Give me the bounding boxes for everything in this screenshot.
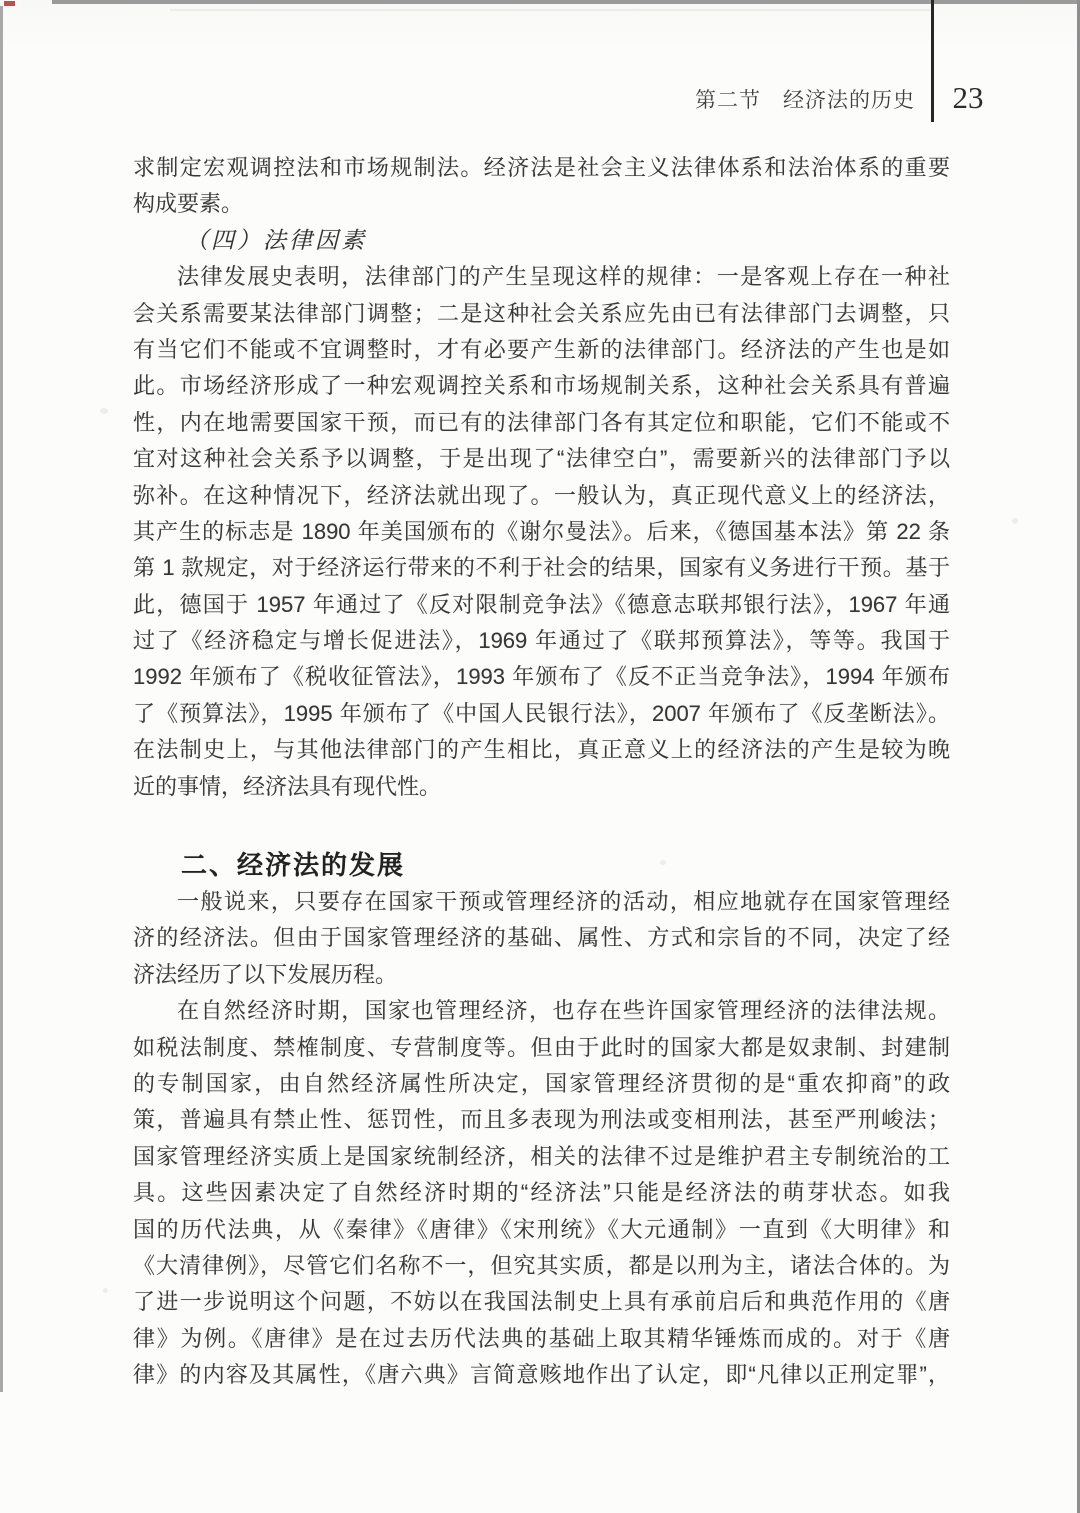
text-line: 弥补。在这种情况下，经济法就出现了。一般认为，真正现代意义上的经济法， [133, 482, 950, 508]
scan-speck [100, 408, 108, 414]
text-line: 了进一步说明这个问题，不妨以在我国法制史上具有承前启后和典范作用的《唐 [133, 1289, 950, 1315]
sub-heading [133, 223, 950, 259]
text-line: 会关系需要某法律部门调整；二是这种社会关系应先由已有法律部门去调整，只 [133, 300, 950, 326]
text-line: 过了《经济稳定与增长促进法》，1969 年通过了《联邦预算法》，等等。我国于 [133, 628, 950, 654]
text-line: 具。这些因素决定了自然经济时期的“经济法”只能是经济法的萌芽状态。如我 [133, 1180, 950, 1206]
text-line: 性，内在地需要国家干预，而已有的法律部门各有其定位和职能，它们不能或不 [133, 409, 950, 435]
page-number: 23 [952, 80, 984, 115]
text-line: 此。市场经济形成了一种宏观调控关系和市场规制关系，这种社会关系具有普遍 [133, 373, 950, 399]
scan-speck [1012, 518, 1018, 524]
text-line: 构成要素。 [133, 191, 244, 217]
text-line: 国家管理经济实质上是国家统制经济，相关的法律不过是维护君主专制统治的工 [133, 1143, 950, 1169]
text-line: 近的事情，经济法具有现代性。 [133, 773, 442, 799]
text-line: 宜对这种社会关系予以调整，于是出现了“法律空白”，需要新兴的法律部门予以 [133, 446, 950, 472]
text-line: 济的经济法。但由于国家管理经济的基础、属性、方式和宗旨的不同，决定了经 [133, 925, 950, 951]
text-line: 在自然经济时期，国家也管理经济，也存在些许国家管理经济的法律法规。 [177, 998, 950, 1024]
text-line: 如税法制度、禁榷制度、专营制度等。但由于此时的国家大都是奴隶制、封建制 [133, 1034, 950, 1060]
text-line: 求制定宏观调控法和市场规制法。经济法是社会主义法律体系和法治体系的重要 [133, 155, 950, 180]
text-line: 的专制国家，由自然经济属性所决定，国家管理经济贯彻的是“重农抑商”的政 [133, 1070, 950, 1096]
running-head-section-title: 第二节 经济法的历史 [695, 89, 915, 112]
scan-edge-left [0, 6, 3, 1392]
text-line: 此，德国于 1957 年通过了《反对限制竞争法》《德意志联邦银行法》，1967 年通 [133, 591, 950, 617]
text-line: 在法制史上，与其他法律部门的产生相比，真正意义上的经济法的产生是较为晚 [133, 737, 950, 763]
paragraph [133, 150, 950, 223]
text-line: 第 1 款规定，对于经济运行带来的不利于社会的结果，国家有义务进行干预。基于 [133, 555, 950, 581]
running-head-divider [931, 0, 934, 122]
paragraph [133, 993, 950, 1393]
paragraph [133, 884, 950, 993]
text-line: 法律发展史表明，法律部门的产生呈现这样的规律：一是客观上存在一种社 [177, 264, 950, 290]
section-heading [133, 846, 950, 884]
running-head [0, 0, 1080, 130]
text-line: 《大清律例》，尽管它们名称不一，但究其实质，都是以刑为主，诸法合体的。为 [133, 1252, 950, 1278]
text-line: 其产生的标志是 1890 年美国颁布的《谢尔曼法》。后来，《德国基本法》第 22 条 [133, 518, 950, 544]
text-line: 济法经历了以下发展历程。 [133, 961, 398, 987]
paragraph [133, 259, 950, 805]
text-line: 二、经济法的发展 [181, 850, 406, 881]
text-line: 了《预算法》，1995 年颁布了《中国人民银行法》，2007 年颁布了《反垄断法》。 [133, 700, 950, 726]
scan-speck [103, 1288, 108, 1293]
text-line: 策，普遍具有禁止性、惩罚性，而且多表现为刑法或变相刑法，甚至严刑峻法； [133, 1107, 950, 1133]
text-line: 有当它们不能或不宜调整时，才有必要产生新的法律部门。经济法的产生也是如 [133, 336, 950, 362]
text-line: 律》为例。《唐律》是在过去历代法典的基础上取其精华锤炼而成的。对于《唐 [133, 1325, 950, 1351]
body-text [133, 150, 950, 1394]
text-line: （四）法律因素 [185, 227, 367, 253]
text-line: 1992 年颁布了《税收征管法》，1993 年颁布了《反不正当竞争法》，1994 年颁布 [133, 664, 950, 690]
text-line: 一般说来，只要存在国家干预或管理经济的活动，相应地就存在国家管理经 [177, 889, 950, 915]
text-line: 律》的内容及其属性，《唐六典》言简意赅地作出了认定，即“凡律以正刑定罪”， [133, 1362, 950, 1388]
text-line: 国的历代法典，从《秦律》《唐律》《宋刑统》《大元通制》一直到《大明律》和 [133, 1216, 950, 1242]
